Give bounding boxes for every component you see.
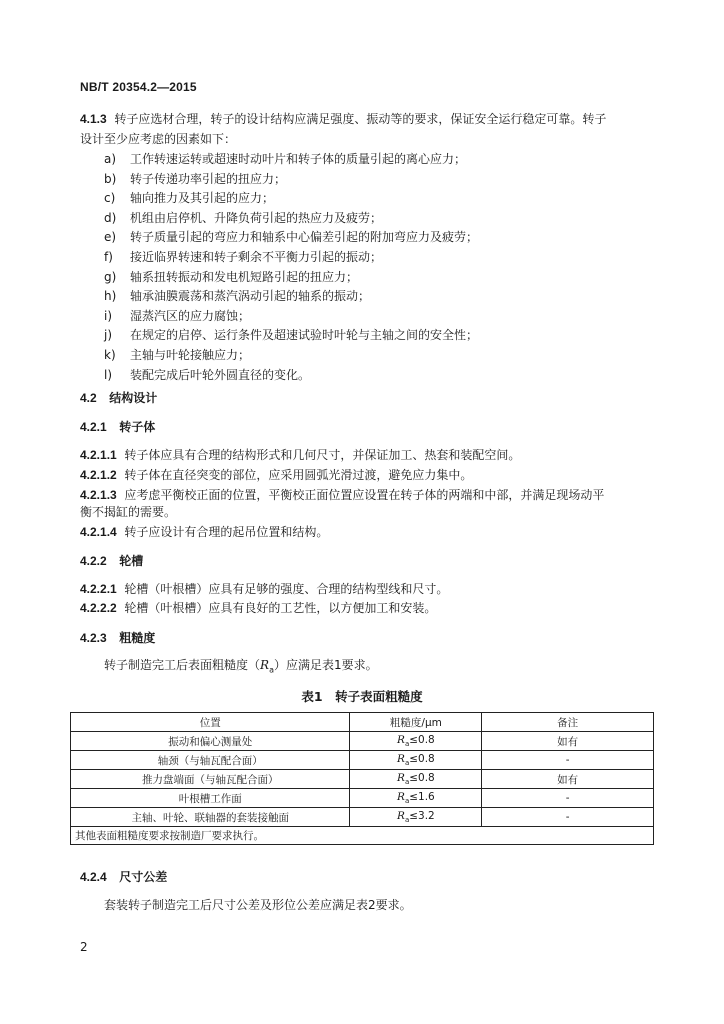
clause-4-2-1-1	[80, 447, 520, 463]
symbol-sub: a	[404, 740, 410, 749]
symbol-r: R	[397, 790, 405, 803]
list-text: 接近临界转速和转子剩余不平衡力引起的振动；	[130, 250, 383, 264]
tolerance-requirement: 套装转子制造完工后尺寸公差及形位公差应满足表2要求。	[104, 898, 412, 912]
column-header: 粗糙度/μm	[350, 713, 482, 732]
symbol-r: R	[397, 809, 405, 822]
table-header-row	[71, 713, 654, 732]
roughness-value: ≤0.8	[409, 771, 435, 784]
section-number: 4.2.4	[80, 870, 107, 884]
clause-number: 4.2.1.2	[80, 468, 117, 482]
list-text: 轴系扭转振动和发电机短路引起的扭应力；	[130, 269, 359, 284]
clause-number: 4.2.2.1	[80, 582, 117, 596]
text-part: ）应满足表1要求。	[273, 658, 378, 672]
list-item	[104, 367, 310, 383]
clause-number: 4.1.3	[80, 112, 107, 126]
list-item	[104, 171, 286, 187]
roughness-cell	[350, 770, 482, 789]
list-item	[104, 327, 478, 343]
roughness-cell	[350, 751, 482, 770]
table-row	[71, 770, 654, 789]
symbol-r: R	[397, 752, 405, 765]
standard-number: NB/T 20354.2—2015	[80, 80, 197, 94]
location-cell: 轴颈（与轴瓦配合面）	[71, 751, 350, 770]
list-item	[104, 308, 250, 324]
table-note-row	[71, 827, 654, 845]
list-marker: d)	[104, 210, 117, 225]
section-number: 4.2	[80, 391, 97, 405]
table-note: 其他表面粗糙度要求按制造厂要求执行。	[71, 827, 654, 845]
clause-4-2-2-2	[80, 600, 436, 616]
symbol-r: R	[397, 733, 405, 746]
clause-4-2-1-2	[80, 467, 472, 483]
list-item	[104, 190, 274, 206]
clause-text: 转子体应具有合理的结构形式和几何尺寸，并保证加工、热套和装配空间。	[124, 448, 521, 462]
list-item	[104, 269, 358, 285]
list-marker: b)	[104, 171, 117, 186]
list-text: 转子质量引起的弯应力和轴系中心偏差引起的附加弯应力及疲劳；	[130, 230, 479, 245]
list-marker: k)	[104, 348, 116, 362]
list-item	[104, 151, 466, 167]
clause-number: 4.2.2.2	[80, 601, 117, 615]
list-text: 在规定的启停、运行条件及超速试验时叶轮与主轴之间的安全性；	[130, 328, 479, 343]
section-4-2-1-heading	[80, 418, 155, 435]
table-row	[71, 808, 654, 827]
location-cell: 主轴、叶轮、联轴器的套装接触面	[71, 808, 350, 827]
clause-number: 4.2.1.1	[80, 448, 117, 462]
section-title: 粗糙度	[119, 631, 156, 645]
clause-number: 4.2.1.3	[80, 488, 117, 502]
roughness-value: ≤0.8	[409, 752, 435, 765]
roughness-requirement	[104, 657, 378, 678]
roughness-table	[70, 712, 654, 845]
symbol-sub: a	[404, 816, 410, 825]
symbol-sub: a	[404, 778, 410, 787]
symbol-sub: a	[404, 797, 410, 806]
list-marker: g)	[104, 269, 117, 284]
list-item	[104, 210, 382, 226]
clause-4-2-1-3	[80, 487, 604, 503]
list-item	[104, 249, 382, 265]
list-marker: h)	[104, 289, 117, 304]
symbol-r: R	[260, 658, 270, 672]
section-4-2-3-heading	[80, 629, 155, 646]
list-text: 机组由启停机、升降负荷引起的热应力及疲劳；	[130, 210, 383, 225]
list-item	[104, 347, 250, 363]
table-row	[71, 732, 654, 751]
list-text: 轴承油膜震荡和蒸汽涡动引起的轴系的振动；	[130, 289, 371, 304]
location-cell: 叶根槽工作面	[71, 789, 350, 808]
list-text: 工作转速运转或超速时动叶片和转子体的质量引起的离心应力；	[130, 152, 467, 166]
clause-4-1-3-line2: 设计至少应考虑的因素如下：	[80, 132, 237, 146]
section-4-2-heading	[80, 389, 157, 406]
roughness-cell	[350, 808, 482, 827]
roughness-value: ≤1.6	[409, 790, 435, 803]
table-row	[71, 751, 654, 770]
list-marker: c)	[104, 191, 116, 206]
symbol-sub: a	[404, 759, 410, 768]
roughness-cell	[350, 732, 482, 751]
section-number: 4.2.2	[80, 554, 107, 568]
clause-4-2-1-3-line2: 衡不揭缸的需要。	[80, 505, 177, 519]
clause-text: 转子体在直径突变的部位，应采用圆弧光滑过渡，避免应力集中。	[124, 468, 473, 482]
remark-cell: -	[482, 751, 654, 770]
list-marker: a)	[104, 152, 117, 166]
clause-text: 应考虑平衡校正面的位置，平衡校正面位置应设置在转子体的两端和中部，并满足现场动平	[124, 488, 605, 502]
remark-cell: -	[482, 789, 654, 808]
section-number: 4.2.3	[80, 631, 107, 645]
remark-cell: 如有	[482, 732, 654, 751]
section-title: 尺寸公差	[119, 870, 168, 884]
roughness-value: ≤0.8	[409, 733, 435, 746]
section-number: 4.2.1	[80, 420, 107, 434]
clause-number: 4.2.1.4	[80, 525, 117, 539]
section-title: 轮槽	[119, 554, 144, 568]
clause-text: 转子应设计有合理的起吊位置和结构。	[124, 525, 329, 539]
list-text: 转子传递功率引起的扭应力；	[130, 171, 287, 186]
section-4-2-2-heading	[80, 552, 143, 569]
clause-4-2-1-4	[80, 524, 328, 540]
remark-cell: 如有	[482, 770, 654, 789]
column-header: 位置	[71, 713, 350, 732]
page-number: 2	[80, 940, 88, 954]
list-text: 轴向推力及其引起的应力；	[130, 191, 275, 206]
clause-4-1-3-line1	[80, 111, 606, 127]
roughness-cell	[350, 789, 482, 808]
text-part: 转子制造完工后表面粗糙度（	[104, 658, 261, 672]
list-marker: e)	[104, 230, 117, 245]
remark-cell: -	[482, 808, 654, 827]
roughness-value: ≤3.2	[409, 809, 435, 822]
location-cell: 振动和偏心测量处	[71, 732, 350, 751]
list-text: 主轴与叶轮接触应力；	[130, 348, 251, 362]
location-cell: 推力盘端面（与轴瓦配合面）	[71, 770, 350, 789]
list-text: 装配完成后叶轮外圆直径的变化。	[130, 367, 311, 382]
table-row	[71, 789, 654, 808]
symbol-r: R	[397, 771, 405, 784]
clause-4-2-2-1	[80, 581, 448, 597]
section-title: 转子体	[119, 420, 156, 434]
list-marker: i)	[104, 308, 113, 323]
list-marker: f)	[104, 250, 113, 264]
symbol-sub: a	[269, 665, 274, 675]
list-marker: l)	[104, 367, 113, 382]
column-header: 备注	[482, 713, 654, 732]
clause-text: 转子应选材合理，转子的设计结构应满足强度、振动等的要求，保证安全运行稳定可靠。转子	[114, 112, 607, 126]
list-marker: j)	[104, 328, 113, 343]
clause-text: 轮槽（叶根槽）应具有良好的工艺性，以方便加工和安装。	[124, 601, 437, 615]
table-1-caption: 表1 转子表面粗糙度	[301, 689, 423, 704]
list-item	[104, 288, 370, 304]
section-4-2-4-heading	[80, 868, 167, 885]
section-title: 结构设计	[109, 391, 158, 405]
clause-text: 轮槽（叶根槽）应具有足够的强度、合理的结构型线和尺寸。	[124, 582, 449, 596]
list-item	[104, 229, 478, 245]
list-text: 湿蒸汽区的应力腐蚀；	[130, 308, 251, 323]
